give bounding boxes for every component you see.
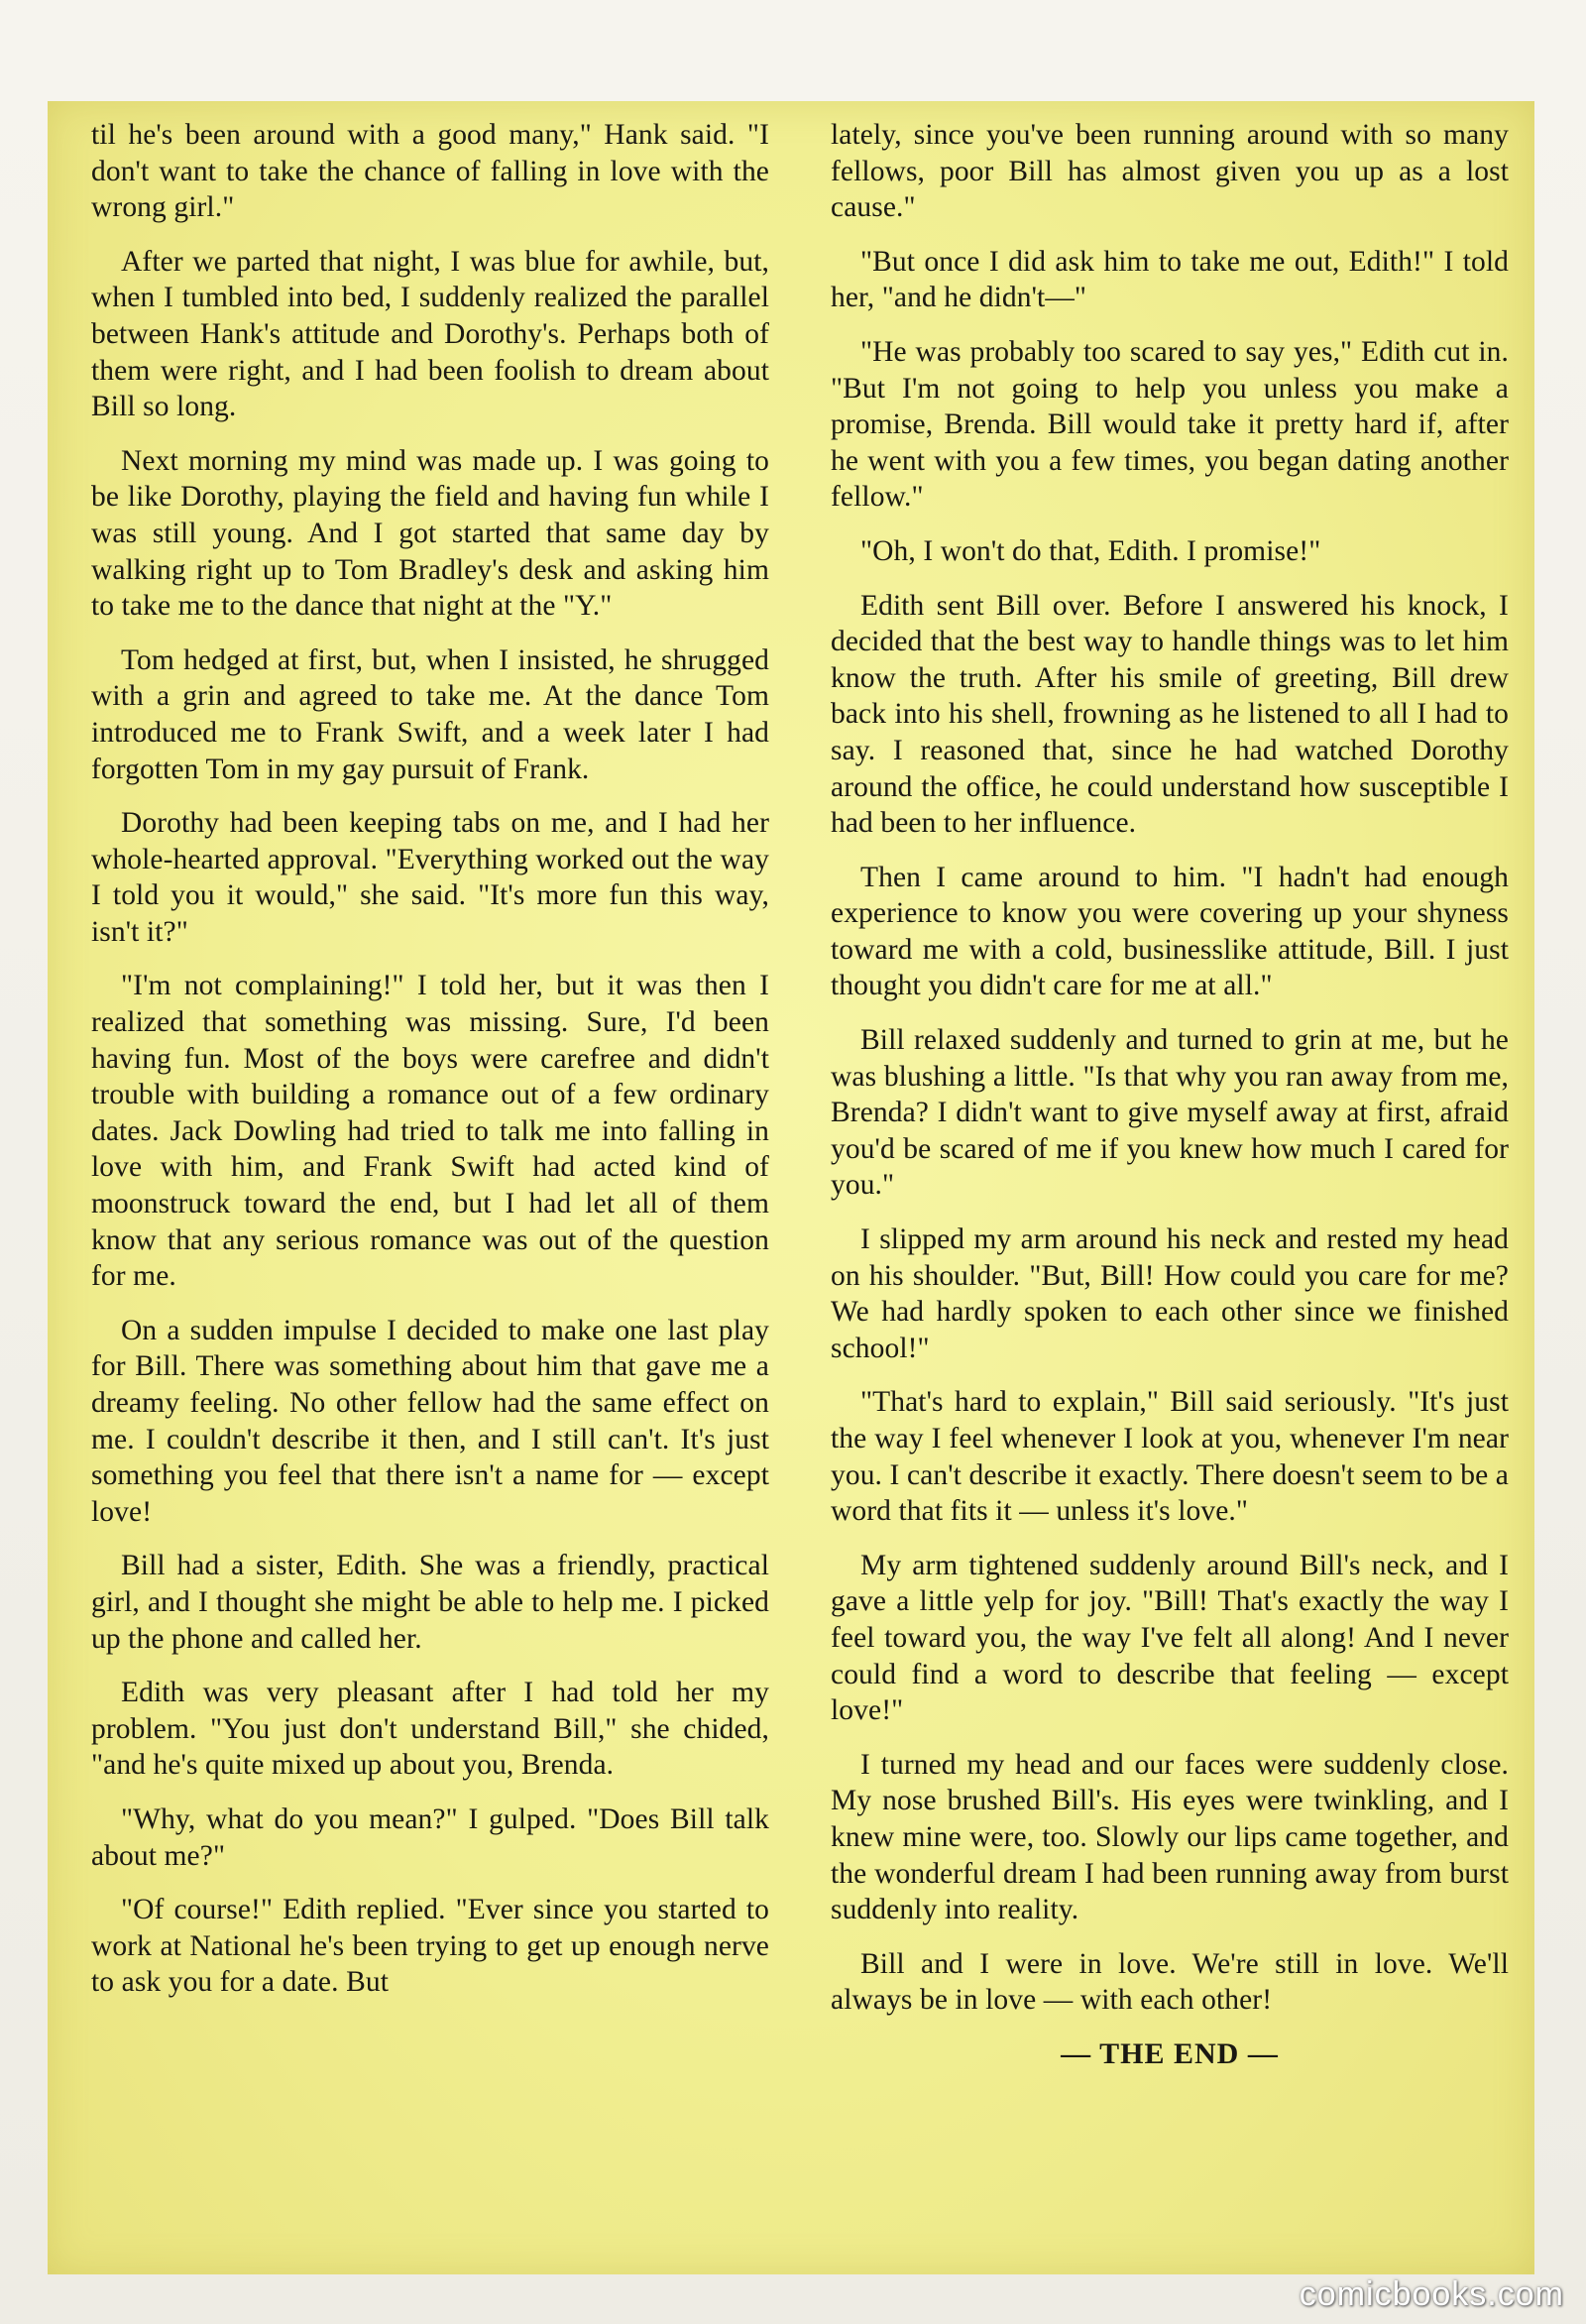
the-end-marker: — THE END — xyxy=(1061,2036,1279,2070)
right-column xyxy=(831,117,1509,2249)
paragraph: Edith sent Bill over. Before I answered his knock, I decided that the best way to handle things was to let him know the truth. After his smile of greeting, Bill drew back into his shell, frowning as he listened to all I had to say. I reasoned that, since he had watched Dorothy around the office, he could understand how susceptible I had been to her influence. xyxy=(831,589,1509,840)
paragraph: On a sudden impulse I decided to make one last play for Bill. There was something about him that gave me a dreamy feeling. No other fellow had the same effect on me. I couldn't describe it then, and I still can't. It's just something you feel that there isn't a name for — except love! xyxy=(91,1314,769,1528)
paragraph: Bill had a sister, Edith. She was a friendly, practical girl, and I thought she might be able to help me. I picked up the phone and called her. xyxy=(91,1550,769,1655)
paragraph: "That's hard to explain," Bill said seriously. "It's just the way I feel whenever I look at you, whenever I'm near you. I can't describe it exactly. There doesn't seem to be a word that fits it — unless it's love." xyxy=(831,1386,1509,1528)
paragraph: "But once I did ask him to take me out, Edith!" I told her, "and he didn't—" xyxy=(831,245,1509,314)
paragraph: I turned my head and our faces were suddenly close. My nose brushed Bill's. His eyes were twinkling, and I knew mine were, too. Slowly our lips came together, and the wonderful dream I had been running away from burst suddenly into reality. xyxy=(831,1748,1509,1926)
paragraph: Next morning my mind was made up. I was going to be like Dorothy, playing the field and having fun while I was still young. And I got started that same day by walking right up to Tom Bradley's desk and asking him to take me to the dance that night at the "Y." xyxy=(91,444,769,623)
paragraph: My arm tightened suddenly around Bill's neck, and I gave a little yelp for joy. "Bill! That's exactly the way I feel toward you, the way I've felt all along! And I never could find a word to describe that feeling — except love!" xyxy=(831,1549,1509,1727)
paragraph: lately, since you've been running around with so many fellows, poor Bill has almost given you up as a lost cause." xyxy=(831,119,1509,224)
paragraph: Bill relaxed suddenly and turned to grin at me, but he was blushing a little. "Is that why you ran away from me, Brenda? I didn't want to give myself away at first, afraid you'd be scared of me if you knew how much I cared for you." xyxy=(831,1024,1509,1202)
paragraph: "Of course!" Edith replied. "Ever since you started to work at National he's been trying to get up enough nerve to ask you for a date. But xyxy=(91,1894,769,1999)
paragraph: Tom hedged at first, but, when I insisted, he shrugged with a grin and agreed to take me. At the dance Tom introduced me to Frank Swift, and a week later I had forgotten Tom in my gay pursuit of Frank. xyxy=(91,643,769,785)
watermark: comicbooks.com xyxy=(1299,2275,1564,2313)
paragraph: "I'm not complaining!" I told her, but it was then I realized that something was missing. Sure, I'd been having fun. Most of the boys were carefree and didn't trouble with building a romance out of a few ordinary dates. Jack Dowling had tried to talk me into falling in love with him, and Frank Swift had acted kind of moonstruck toward the end, but I had let all of them know that any serious romance was out of the question for me. xyxy=(91,970,769,1293)
story-columns xyxy=(91,117,1509,2249)
left-column xyxy=(91,117,769,2249)
paragraph: Then I came around to him. "I hadn't had enough experience to know you were covering up your shyness toward me with a cold, businesslike attitude, Bill. I just thought you didn't care for me at all." xyxy=(831,861,1509,1002)
paragraph: "Oh, I won't do that, Edith. I promise!" xyxy=(860,534,1321,567)
paragraph: Bill and I were in love. We're still in love. We'll always be in love — with each other! xyxy=(831,1947,1509,2017)
paragraph: til he's been around with a good many," Hank said. "I don't want to take the chance of falling in love with the wrong girl." xyxy=(91,119,769,224)
paragraph: Dorothy had been keeping tabs on me, and I had her whole-hearted approval. "Everything worked out the way I told you it would," she said. "It's more fun this way, isn't it?" xyxy=(91,807,769,948)
paragraph: "Why, what do you mean?" I gulped. "Does Bill talk about me?" xyxy=(91,1802,769,1872)
paragraph: Edith was very pleasant after I had told her my problem. "You just don't understand Bill," she chided, "and he's quite mixed up about you, Brenda. xyxy=(91,1677,769,1782)
paragraph: "He was probably too scared to say yes," Edith cut in. "But I'm not going to help you unless you make a promise, Brenda. Bill would take it pretty hard if, after he went with you a few times, you began dating another fellow." xyxy=(831,335,1509,514)
paragraph: I slipped my arm around his neck and rested my head on his shoulder. "But, Bill! How could you care for me? We had hardly spoken to each other since we finished school!" xyxy=(831,1223,1509,1364)
paragraph: After we parted that night, I was blue for awhile, but, when I tumbled into bed, I suddenly realized the parallel between Hank's attitude and Dorothy's. Perhaps both of them were right, and I had been foolish to dream about Bill so long. xyxy=(91,245,769,423)
